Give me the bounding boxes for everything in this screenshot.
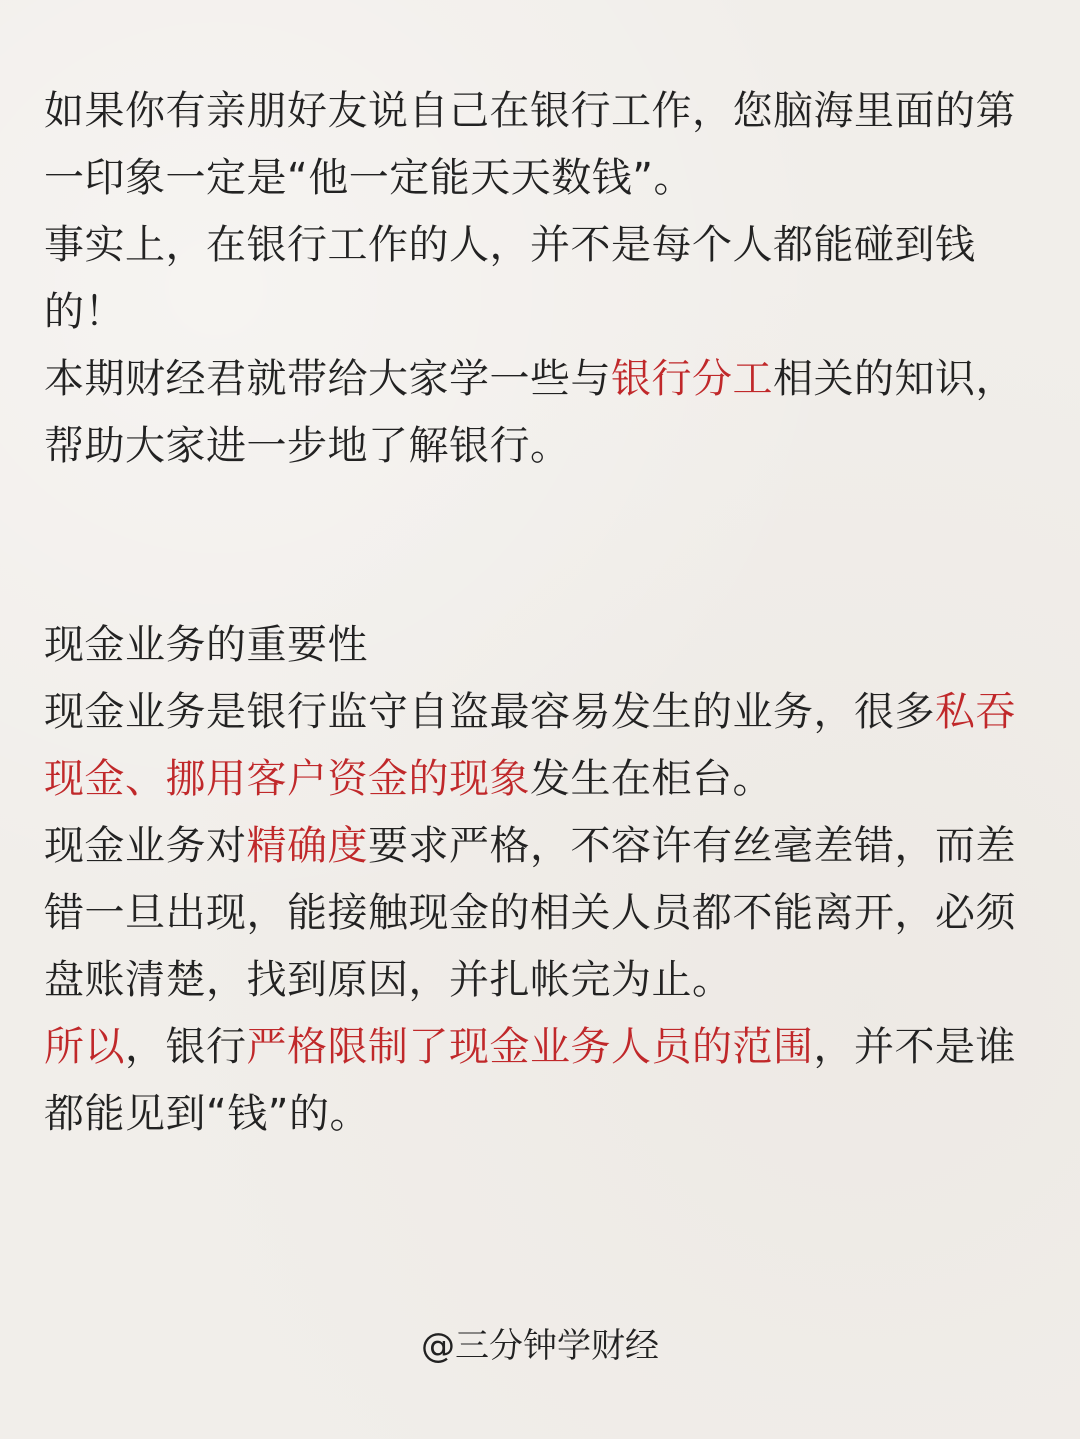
section-spacer: [44, 480, 1036, 612]
section-paragraph-1: [44, 679, 1036, 813]
highlight-bank-division: 银行分工: [611, 356, 773, 402]
highlight-therefore: 所以: [44, 1024, 125, 1070]
intro-text-1: 如果你有亲朋好友说自己在银行工作，您脑海里面的第一印象一定是“他一定能天天数钱”。: [44, 88, 1016, 201]
section-text-2a: 现金业务对: [44, 823, 247, 869]
highlight-embezzlement: 私吞现金、挪用客户资金的现象: [44, 689, 1016, 802]
section-text-3b: ，并不是谁都能见到“钱”的。: [44, 1024, 1016, 1137]
intro-text-3b: 相关的知识，帮助大家进一步地了解银行。: [44, 356, 1016, 469]
author-handle: @三分钟学财经: [421, 1326, 659, 1366]
section-text-1a: 现金业务是银行监守自盗最容易发生的业务，很多: [44, 689, 935, 735]
intro-paragraph-3: [44, 346, 1036, 480]
intro-text-2: 事实上，在银行工作的人，并不是每个人都能碰到钱的！: [44, 222, 976, 335]
section-title: [44, 612, 1036, 679]
intro-paragraph-1: [44, 78, 1036, 212]
section-text-2b: 要求严格，不容许有丝毫差错，而差错一旦出现，能接触现金的相关人员都不能离开，必须盘账清楚，找到原因，并扎帐完为止。: [44, 823, 1016, 1003]
section-paragraph-3: [44, 1014, 1036, 1148]
intro-text-3a: 本期财经君就带给大家学一些与: [44, 356, 611, 402]
section-text-3a: ，银行: [125, 1024, 247, 1070]
section-title-text: 现金业务的重要性: [44, 622, 368, 668]
section-paragraph-2: [44, 813, 1036, 1014]
article-body: [44, 78, 1036, 1148]
section-text-1b: 发生在柜台。: [530, 756, 773, 802]
highlight-precision: 精确度: [246, 823, 368, 869]
highlight-strict-limit: 严格限制了现金业务人员的范围: [246, 1024, 814, 1070]
intro-paragraph-2: [44, 212, 1036, 346]
